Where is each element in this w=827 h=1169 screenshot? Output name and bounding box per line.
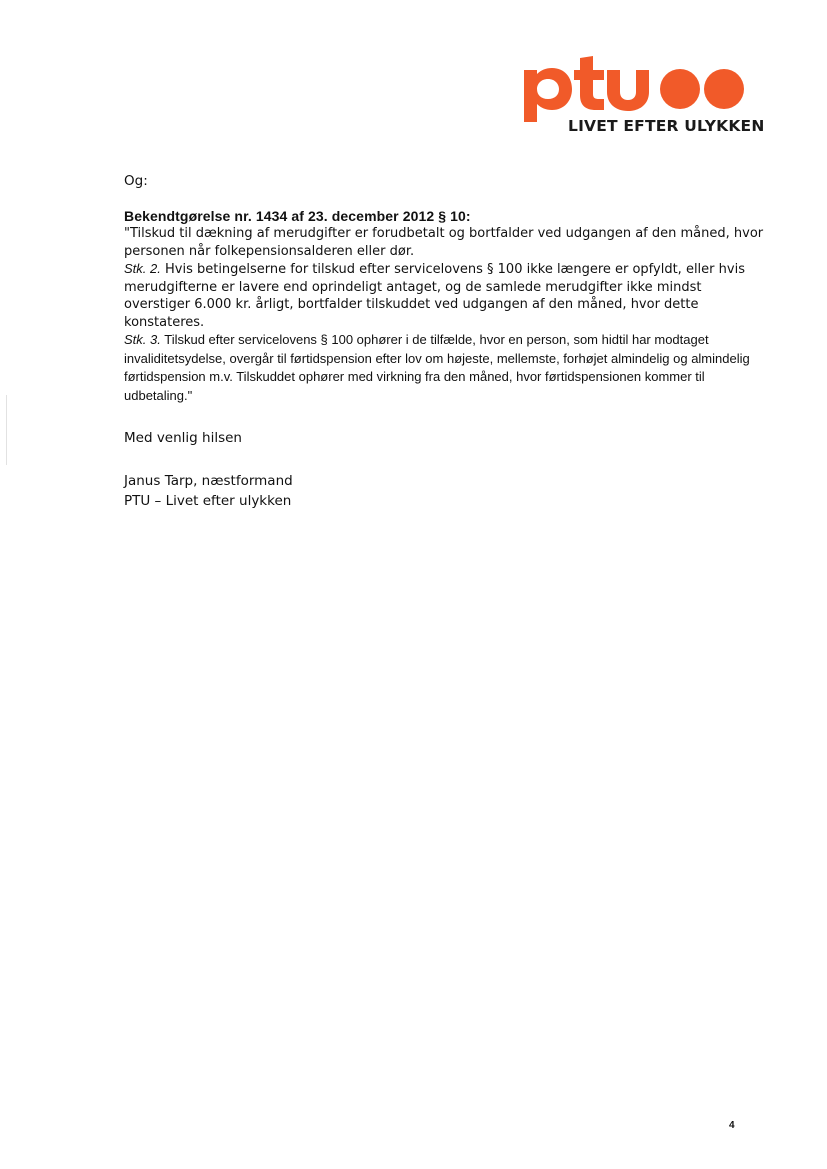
scan-artifact [6, 395, 7, 465]
signer-organization: PTU – Livet efter ulykken [124, 492, 292, 509]
logo-dot-2 [704, 69, 744, 109]
signature-block [124, 471, 764, 511]
logo-dot-1 [660, 69, 700, 109]
logo-tagline: LIVET EFTER ULYKKEN [568, 117, 765, 135]
logo-letter-p [524, 68, 572, 122]
logo-letter-t [574, 56, 604, 110]
stk-3-text: Tilskud efter servicelovens § 100 ophører i de tilfælde, hvor en person, som hidtil har modtaget invaliditetsydelse, overgår til førtidspension efter lov om højeste, mellemste, forhøjet almindelig og almindelig førtidspension m.v. Tilskuddet ophører med virkning fra den måned, hvor førtidspensionen kommer til udbetaling." [124, 332, 750, 403]
regulation-title: Bekendtgørelse nr. 1434 af 23. december 2012 § 10: [124, 207, 471, 224]
letter-body [124, 173, 764, 511]
regulation-stk-2 [124, 260, 764, 331]
regulation-stk-3 [124, 331, 764, 405]
stk-3-label: Stk. 3. [124, 332, 161, 347]
page-number: 4 [729, 1120, 735, 1131]
stk-2-label: Stk. 2. [124, 261, 161, 276]
logo-letter-u [607, 70, 649, 111]
ptu-logo-mark [520, 52, 750, 122]
greeting: Og: [124, 173, 148, 189]
signer-name: Janus Tarp, næstformand [124, 472, 293, 489]
closing-phrase: Med venlig hilsen [124, 430, 242, 446]
ptu-logo [520, 52, 765, 142]
regulation-paragraph-1: "Tilskud til dækning af merudgifter er forudbetalt og bortfalder ved udgangen af den måned, hvor personen når folkepensionsalderen eller dør. [124, 226, 764, 259]
stk-2-text: Hvis betingelserne for tilskud efter servicelovens § 100 ikke længere er opfyldt, eller hvis merudgifterne er lavere end oprindeligt antaget, og de samlede merudgifter ikke mindst overstiger 6.000 kr. årligt, bortfalder tilskuddet ved udgangen af den måned, hvor dette konstateres. [124, 262, 745, 330]
